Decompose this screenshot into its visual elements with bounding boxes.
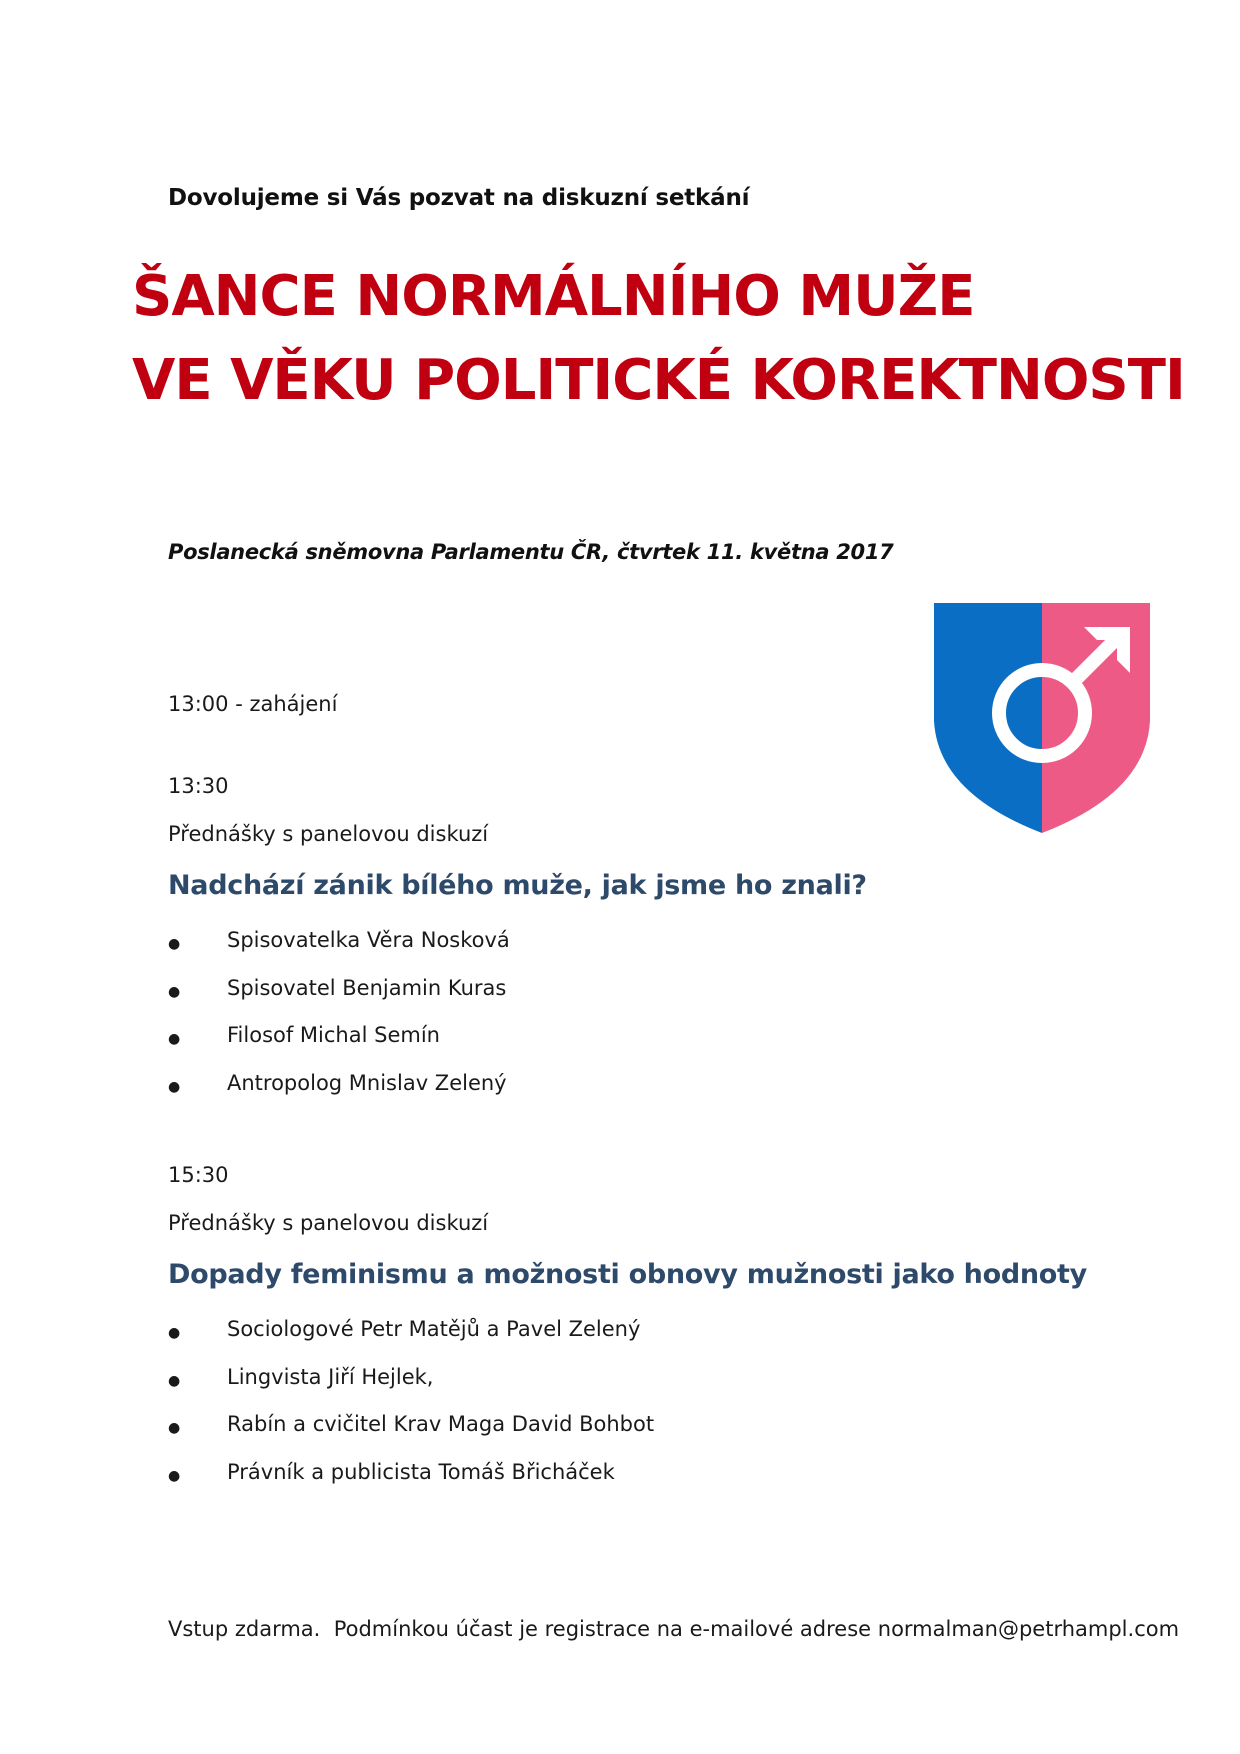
bullet-icon: ● [168,1467,181,1484]
male-symbol-shield-icon [934,603,1150,833]
speaker-name: Spisovatelka Věra Nosková [227,928,510,952]
event-title [132,255,1185,423]
speaker-name: Spisovatel Benjamin Kuras [227,975,507,1000]
bullet-icon: ● [168,936,181,952]
event-title-line-2: VE VĚKU POLITICKÉ KOREKTNOSTI [132,348,1185,413]
footer-registration: Vstup zdarma. Podmínkou účast je registrace na e-mailové adrese normalman@petrhampl.com [168,1617,1180,1641]
session-2-time: 15:30 [168,1163,229,1187]
session-1-title: Nadchází zánik bílého muže, jak jsme ho znali? [168,870,867,901]
speaker-name: Antropolog Mnislav Zelený [227,1070,507,1095]
shield-left-half [934,603,1042,833]
session-2-title: Dopady feminismu a možnosti obnovy mužnosti jako hodnoty [168,1259,1087,1290]
venue-date: Poslanecká sněmovna Parlamentu ČR, čtvrtek 11. května 2017 [168,540,894,564]
bullet-icon: ● [168,1078,181,1095]
bullet-icon: ● [168,1372,181,1389]
opening-time: 13:00 - zahájení [168,692,338,716]
bullet-icon: ● [168,1031,181,1047]
bullet-icon: ● [168,1420,181,1436]
intro-text: Dovolujeme si Vás pozvat na diskuzní setkání [168,185,750,211]
speaker-name: Sociologové Petr Matějů a Pavel Zelený [227,1317,641,1341]
event-title-line-1: ŠANCE NORMÁLNÍHO MUŽE [132,264,975,329]
speaker-name: Rabín a cvičitel Krav Maga David Bohbot [227,1412,655,1436]
speaker-name: Filosof Michal Semín [227,1023,440,1047]
speaker-name: Lingvista Jiří Hejlek, [227,1364,434,1389]
bullet-icon: ● [168,983,181,1000]
session-1-format: Přednášky s panelovou diskuzí [168,822,489,846]
bullet-icon: ● [168,1325,181,1341]
session-2-format: Přednášky s panelovou diskuzí [168,1211,489,1235]
speaker-name: Právník a publicista Tomáš Břicháček [227,1459,615,1484]
session-1-time: 13:30 [168,774,229,798]
